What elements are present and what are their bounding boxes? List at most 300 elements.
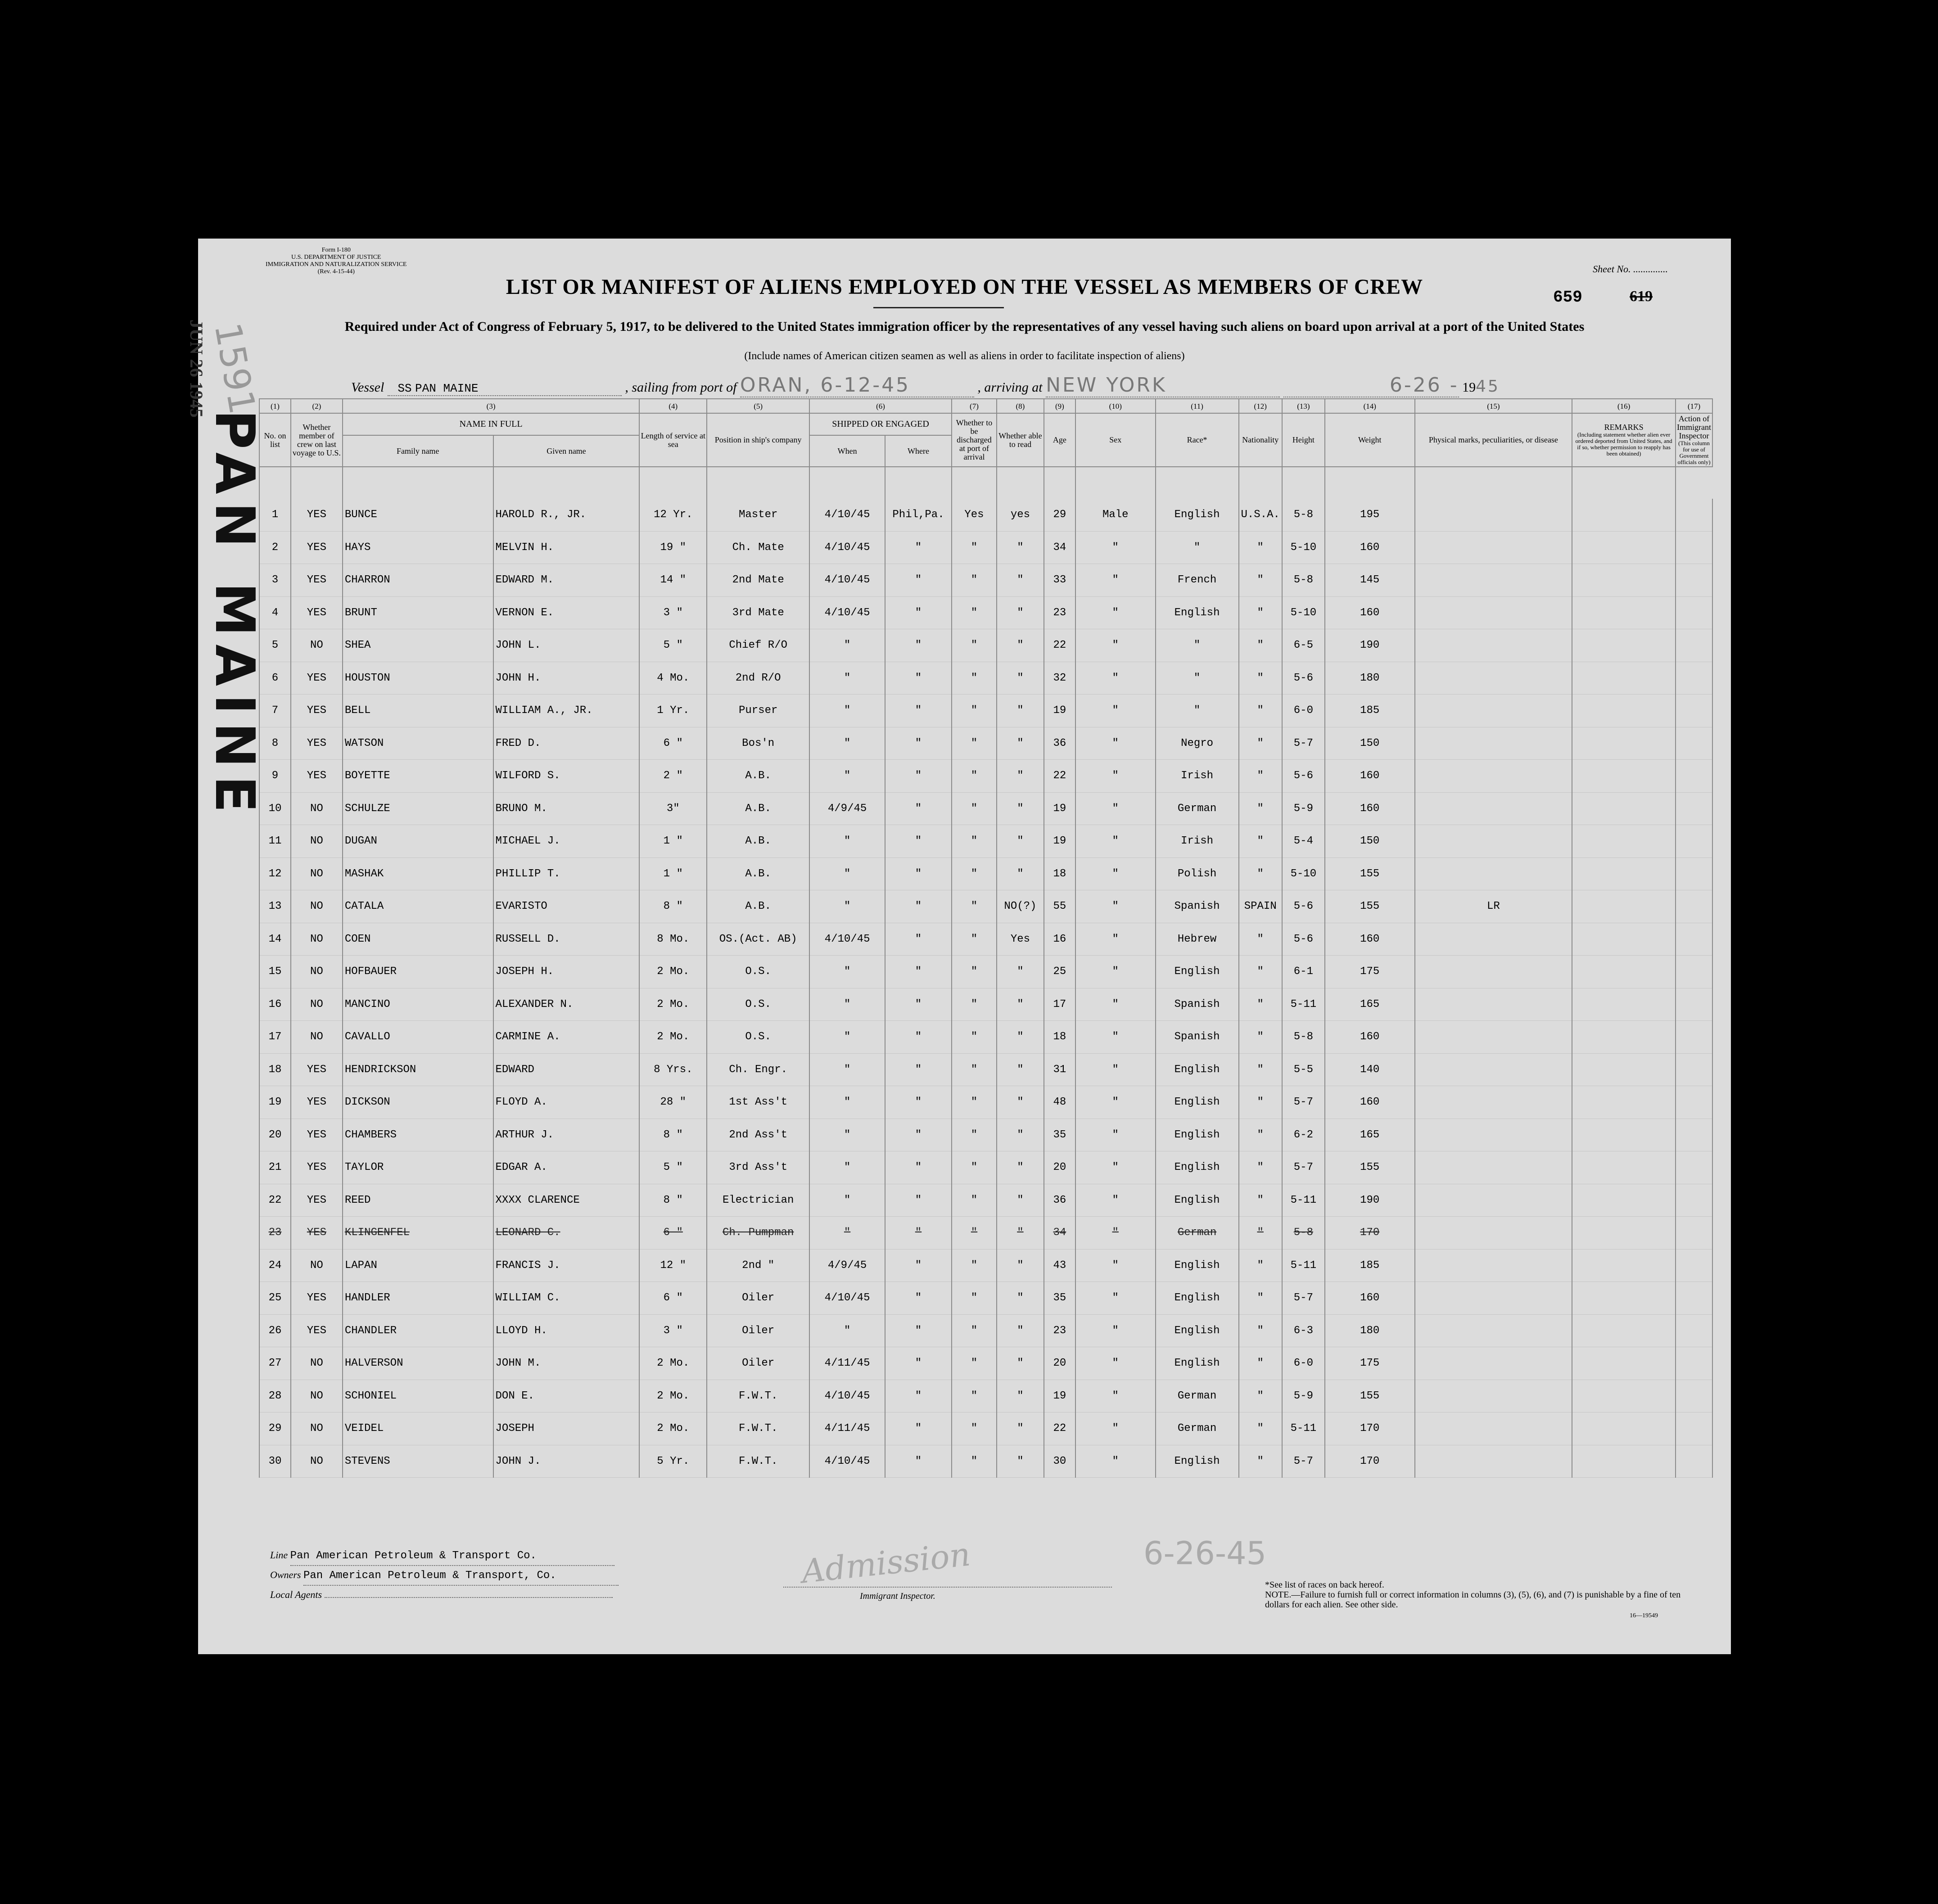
cell-remarks bbox=[1572, 1347, 1676, 1380]
cell-where: " bbox=[885, 662, 952, 695]
cell-marks bbox=[1415, 564, 1572, 597]
header-physical-marks: Physical marks, peculiarities, or disease bbox=[1415, 413, 1572, 467]
cell-no: 20 bbox=[259, 1119, 291, 1151]
cell-height: 5-9 bbox=[1282, 792, 1325, 825]
header-inspector-action bbox=[1676, 413, 1712, 467]
cell-where: " bbox=[885, 1217, 952, 1250]
cell-where: " bbox=[885, 988, 952, 1021]
cell-no: 4 bbox=[259, 596, 291, 629]
cell-when: " bbox=[809, 760, 885, 793]
col-number: (7) bbox=[952, 399, 997, 413]
cell-race: French bbox=[1156, 564, 1239, 597]
cell-last-voyage: YES bbox=[291, 1184, 343, 1217]
cell-age: 25 bbox=[1044, 956, 1075, 988]
header-discharged: Whether to be discharged at port of arrival bbox=[952, 413, 997, 467]
cell-position: Ch. Pumpman bbox=[707, 1217, 809, 1250]
cell-sex: " bbox=[1075, 1282, 1156, 1315]
cell-height: 5-7 bbox=[1282, 1086, 1325, 1119]
cell-marks bbox=[1415, 1314, 1572, 1347]
cell-inspector-action bbox=[1676, 956, 1712, 988]
cell-service: 1 " bbox=[639, 857, 707, 890]
col-number: (2) bbox=[291, 399, 343, 413]
cell-given-name: JOHN J. bbox=[493, 1445, 640, 1478]
cell-discharged: " bbox=[952, 1412, 997, 1445]
cell-race: English bbox=[1156, 1086, 1239, 1119]
cell-nationality: " bbox=[1239, 1119, 1282, 1151]
cell-marks bbox=[1415, 1347, 1572, 1380]
cell-age: 43 bbox=[1044, 1249, 1075, 1282]
cell-when: 4/9/45 bbox=[809, 1249, 885, 1282]
cell-height: 5-8 bbox=[1282, 499, 1325, 531]
title-underline bbox=[873, 307, 1004, 308]
cell-read: yes bbox=[997, 499, 1044, 531]
col-number: (16) bbox=[1572, 399, 1676, 413]
cell-family-name: STEVENS bbox=[343, 1445, 493, 1478]
cell-race: English bbox=[1156, 1347, 1239, 1380]
vessel-name: PAN MAINE bbox=[415, 382, 479, 395]
cell-remarks bbox=[1572, 1217, 1676, 1250]
cell-marks bbox=[1415, 1282, 1572, 1315]
cell-last-voyage: NO bbox=[291, 1249, 343, 1282]
cell-weight: 160 bbox=[1325, 1282, 1415, 1315]
cell-race: Spanish bbox=[1156, 890, 1239, 923]
cell-weight: 180 bbox=[1325, 1314, 1415, 1347]
cell-marks bbox=[1415, 1053, 1572, 1086]
cell-read: " bbox=[997, 1184, 1044, 1217]
cell-service: 2 Mo. bbox=[639, 1347, 707, 1380]
cell-inspector-action bbox=[1676, 923, 1712, 956]
cell-where: " bbox=[885, 1347, 952, 1380]
cell-sex: " bbox=[1075, 1445, 1156, 1478]
cell-given-name: BRUNO M. bbox=[493, 792, 640, 825]
cell-marks bbox=[1415, 1086, 1572, 1119]
cell-nationality: " bbox=[1239, 629, 1282, 662]
col-number: (13) bbox=[1282, 399, 1325, 413]
cell-last-voyage: NO bbox=[291, 825, 343, 858]
cell-no: 11 bbox=[259, 825, 291, 858]
cell-weight: 155 bbox=[1325, 1380, 1415, 1412]
cell-marks bbox=[1415, 727, 1572, 760]
cell-no: 3 bbox=[259, 564, 291, 597]
cell-no: 5 bbox=[259, 629, 291, 662]
col-number: (6) bbox=[809, 399, 952, 413]
cell-when: " bbox=[809, 1086, 885, 1119]
cell-inspector-action bbox=[1676, 499, 1712, 531]
cell-remarks bbox=[1572, 1053, 1676, 1086]
cell-age: 22 bbox=[1044, 760, 1075, 793]
cell-height: 5-6 bbox=[1282, 760, 1325, 793]
cell-family-name: SCHULZE bbox=[343, 792, 493, 825]
cell-where: " bbox=[885, 1445, 952, 1478]
cell-marks bbox=[1415, 1445, 1572, 1478]
cell-given-name: WILLIAM A., JR. bbox=[493, 695, 640, 727]
cell-marks bbox=[1415, 662, 1572, 695]
cell-inspector-action bbox=[1676, 564, 1712, 597]
table-row bbox=[259, 662, 1712, 695]
cell-sex: " bbox=[1075, 988, 1156, 1021]
cell-when: 4/10/45 bbox=[809, 596, 885, 629]
cell-given-name: WILLIAM C. bbox=[493, 1282, 640, 1315]
cell-position: 2nd Mate bbox=[707, 564, 809, 597]
cell-read: " bbox=[997, 1119, 1044, 1151]
cell-height: 5-7 bbox=[1282, 1445, 1325, 1478]
cell-height: 5-10 bbox=[1282, 531, 1325, 564]
cell-when: 4/10/45 bbox=[809, 1445, 885, 1478]
cell-age: 16 bbox=[1044, 923, 1075, 956]
cell-no: 21 bbox=[259, 1151, 291, 1184]
cell-age: 22 bbox=[1044, 1412, 1075, 1445]
cell-where: " bbox=[885, 1119, 952, 1151]
cell-service: 8 " bbox=[639, 1119, 707, 1151]
cell-discharged: Yes bbox=[952, 499, 997, 531]
cell-age: 19 bbox=[1044, 825, 1075, 858]
cell-discharged: " bbox=[952, 1086, 997, 1119]
cell-last-voyage: YES bbox=[291, 1282, 343, 1315]
cell-inspector-action bbox=[1676, 792, 1712, 825]
header-position: Position in ship's company bbox=[707, 413, 809, 467]
cell-given-name: VERNON E. bbox=[493, 596, 640, 629]
cell-given-name: JOHN L. bbox=[493, 629, 640, 662]
cell-marks bbox=[1415, 1249, 1572, 1282]
cell-read: " bbox=[997, 857, 1044, 890]
manifest-sheet bbox=[186, 239, 1731, 1654]
cell-read: " bbox=[997, 629, 1044, 662]
cell-age: 18 bbox=[1044, 1021, 1075, 1054]
inspector-signature: Admission bbox=[800, 1535, 972, 1591]
cell-nationality: " bbox=[1239, 1445, 1282, 1478]
cell-race: English bbox=[1156, 1119, 1239, 1151]
cell-age: 20 bbox=[1044, 1347, 1075, 1380]
handwritten-vessel-name: PAN MAINE bbox=[203, 410, 266, 821]
cell-read: " bbox=[997, 1086, 1044, 1119]
cell-weight: 160 bbox=[1325, 531, 1415, 564]
cell-age: 17 bbox=[1044, 988, 1075, 1021]
cell-family-name: DUGAN bbox=[343, 825, 493, 858]
cell-race: German bbox=[1156, 1380, 1239, 1412]
cell-weight: 175 bbox=[1325, 956, 1415, 988]
cell-family-name: SCHONIEL bbox=[343, 1380, 493, 1412]
cell-position: F.W.T. bbox=[707, 1380, 809, 1412]
table-row bbox=[259, 564, 1712, 597]
owners-label: Owners bbox=[270, 1569, 301, 1580]
cell-where: " bbox=[885, 1380, 952, 1412]
cell-service: 2 Mo. bbox=[639, 1412, 707, 1445]
cell-race: English bbox=[1156, 1184, 1239, 1217]
cell-when: 4/10/45 bbox=[809, 1380, 885, 1412]
cell-discharged: " bbox=[952, 1184, 997, 1217]
line-label: Line bbox=[270, 1549, 288, 1561]
cell-where: " bbox=[885, 564, 952, 597]
cell-inspector-action bbox=[1676, 1184, 1712, 1217]
cell-read: " bbox=[997, 792, 1044, 825]
cell-sex: " bbox=[1075, 1412, 1156, 1445]
cell-race: English bbox=[1156, 1151, 1239, 1184]
header-length-of-service: Length of service at sea bbox=[639, 413, 707, 467]
column-number-row bbox=[259, 399, 1712, 413]
cell-when: 4/11/45 bbox=[809, 1412, 885, 1445]
cell-inspector-action bbox=[1676, 695, 1712, 727]
cell-age: 34 bbox=[1044, 1217, 1075, 1250]
cell-family-name: LAPAN bbox=[343, 1249, 493, 1282]
cell-family-name: HOFBAUER bbox=[343, 956, 493, 988]
cell-age: 23 bbox=[1044, 596, 1075, 629]
col-number: (9) bbox=[1044, 399, 1075, 413]
sheet-number-label: Sheet No. .............. bbox=[1593, 263, 1668, 275]
cell-no: 1 bbox=[259, 499, 291, 531]
cell-when: " bbox=[809, 890, 885, 923]
cell-nationality: " bbox=[1239, 1151, 1282, 1184]
cell-marks bbox=[1415, 1412, 1572, 1445]
cell-read: " bbox=[997, 1282, 1044, 1315]
cell-weight: 150 bbox=[1325, 727, 1415, 760]
cell-when: " bbox=[809, 825, 885, 858]
cell-weight: 160 bbox=[1325, 1086, 1415, 1119]
cell-no: 6 bbox=[259, 662, 291, 695]
arrival-date-field bbox=[1283, 374, 1459, 397]
table-row bbox=[259, 1347, 1712, 1380]
header-inspector-subtitle: (This column for use of Government officials only) bbox=[1677, 440, 1711, 465]
cell-family-name: VEIDEL bbox=[343, 1412, 493, 1445]
cell-where: " bbox=[885, 1151, 952, 1184]
cell-last-voyage: NO bbox=[291, 956, 343, 988]
cell-when: " bbox=[809, 1053, 885, 1086]
cell-inspector-action bbox=[1676, 988, 1712, 1021]
table-row bbox=[259, 857, 1712, 890]
header-name-in-full: NAME IN FULL bbox=[343, 413, 640, 435]
cell-family-name: HALVERSON bbox=[343, 1347, 493, 1380]
cell-given-name: XXXX CLARENCE bbox=[493, 1184, 640, 1217]
cell-service: 6 " bbox=[639, 727, 707, 760]
cell-no: 9 bbox=[259, 760, 291, 793]
owners-value: Pan American Petroleum & Transport, Co. bbox=[303, 1567, 619, 1586]
cell-inspector-action bbox=[1676, 1217, 1712, 1250]
cell-age: 18 bbox=[1044, 857, 1075, 890]
cell-given-name: JOHN H. bbox=[493, 662, 640, 695]
cell-marks bbox=[1415, 1217, 1572, 1250]
cell-given-name: FLOYD A. bbox=[493, 1086, 640, 1119]
cell-age: 20 bbox=[1044, 1151, 1075, 1184]
cell-no: 8 bbox=[259, 727, 291, 760]
cell-last-voyage: YES bbox=[291, 1086, 343, 1119]
cell-read: " bbox=[997, 1249, 1044, 1282]
cell-position: O.S. bbox=[707, 956, 809, 988]
table-row bbox=[259, 988, 1712, 1021]
cell-remarks bbox=[1572, 695, 1676, 727]
table-row bbox=[259, 923, 1712, 956]
cell-height: 6-0 bbox=[1282, 1347, 1325, 1380]
cell-given-name: EVARISTO bbox=[493, 890, 640, 923]
cell-nationality: " bbox=[1239, 662, 1282, 695]
cell-given-name: JOHN M. bbox=[493, 1347, 640, 1380]
cell-age: 22 bbox=[1044, 629, 1075, 662]
cell-nationality: " bbox=[1239, 695, 1282, 727]
cell-age: 31 bbox=[1044, 1053, 1075, 1086]
sheet-number-struck: 619 bbox=[1630, 288, 1653, 305]
cell-inspector-action bbox=[1676, 1151, 1712, 1184]
cell-sex: " bbox=[1075, 760, 1156, 793]
cell-family-name: WATSON bbox=[343, 727, 493, 760]
cell-when: 4/11/45 bbox=[809, 1347, 885, 1380]
cell-sex: " bbox=[1075, 923, 1156, 956]
cell-nationality: " bbox=[1239, 825, 1282, 858]
cell-family-name: REED bbox=[343, 1184, 493, 1217]
cell-read: " bbox=[997, 596, 1044, 629]
cell-remarks bbox=[1572, 988, 1676, 1021]
cell-height: 6-1 bbox=[1282, 956, 1325, 988]
cell-when: 4/10/45 bbox=[809, 531, 885, 564]
cell-discharged: " bbox=[952, 1053, 997, 1086]
cell-position: Oiler bbox=[707, 1347, 809, 1380]
cell-service: 8 Mo. bbox=[639, 923, 707, 956]
cell-weight: 180 bbox=[1325, 662, 1415, 695]
cell-age: 19 bbox=[1044, 695, 1075, 727]
cell-sex: " bbox=[1075, 531, 1156, 564]
cell-inspector-action bbox=[1676, 629, 1712, 662]
cell-weight: 150 bbox=[1325, 825, 1415, 858]
cell-given-name: FRED D. bbox=[493, 727, 640, 760]
cell-position: A.B. bbox=[707, 857, 809, 890]
cell-weight: 155 bbox=[1325, 857, 1415, 890]
cell-position: F.W.T. bbox=[707, 1445, 809, 1478]
cell-last-voyage: NO bbox=[291, 792, 343, 825]
cell-family-name: BOYETTE bbox=[343, 760, 493, 793]
col-number: (3) bbox=[343, 399, 640, 413]
col-number: (15) bbox=[1415, 399, 1572, 413]
cell-no: 25 bbox=[259, 1282, 291, 1315]
cell-weight: 170 bbox=[1325, 1445, 1415, 1478]
header-where: Where bbox=[885, 435, 952, 467]
cell-position: Ch. Mate bbox=[707, 531, 809, 564]
cell-marks bbox=[1415, 531, 1572, 564]
cell-nationality: " bbox=[1239, 1021, 1282, 1054]
cell-no: 30 bbox=[259, 1445, 291, 1478]
cell-remarks bbox=[1572, 662, 1676, 695]
cell-race: Irish bbox=[1156, 825, 1239, 858]
cell-remarks bbox=[1572, 499, 1676, 531]
cell-position: Bos'n bbox=[707, 727, 809, 760]
table-row bbox=[259, 1217, 1712, 1250]
cell-given-name: WILFORD S. bbox=[493, 760, 640, 793]
cell-discharged: " bbox=[952, 1119, 997, 1151]
cell-age: 19 bbox=[1044, 792, 1075, 825]
cell-inspector-action bbox=[1676, 825, 1712, 858]
cell-remarks bbox=[1572, 1184, 1676, 1217]
cell-when: " bbox=[809, 727, 885, 760]
cell-when: " bbox=[809, 1314, 885, 1347]
header-inspector-title: Action of Immigrant Inspector bbox=[1677, 414, 1711, 440]
page-subtitle: Required under Act of Congress of February 5, 1917, to be delivered to the United States immigration officer by the representatives of any vessel having such aliens on board upon arrival at a port of the United States bbox=[344, 319, 1585, 334]
cell-when: 4/10/45 bbox=[809, 1282, 885, 1315]
cell-weight: 145 bbox=[1325, 564, 1415, 597]
cell-family-name: DICKSON bbox=[343, 1086, 493, 1119]
cell-race: German bbox=[1156, 1217, 1239, 1250]
cell-marks bbox=[1415, 857, 1572, 890]
table-row bbox=[259, 1053, 1712, 1086]
cell-discharged: " bbox=[952, 1021, 997, 1054]
cell-inspector-action bbox=[1676, 531, 1712, 564]
cell-position: 2nd " bbox=[707, 1249, 809, 1282]
cell-remarks bbox=[1572, 890, 1676, 923]
cell-inspector-action bbox=[1676, 1380, 1712, 1412]
cell-marks bbox=[1415, 1151, 1572, 1184]
cell-discharged: " bbox=[952, 1151, 997, 1184]
cell-remarks bbox=[1572, 923, 1676, 956]
cell-service: 5 " bbox=[639, 629, 707, 662]
header-remarks-title: REMARKS bbox=[1604, 423, 1644, 432]
cell-family-name: CHARRON bbox=[343, 564, 493, 597]
header-family-name: Family name bbox=[343, 435, 493, 467]
cell-service: 2 Mo. bbox=[639, 988, 707, 1021]
cell-sex: Male bbox=[1075, 499, 1156, 531]
cell-family-name: HAYS bbox=[343, 531, 493, 564]
cell-where: " bbox=[885, 792, 952, 825]
table-row bbox=[259, 1119, 1712, 1151]
cell-sex: " bbox=[1075, 1314, 1156, 1347]
cell-nationality: " bbox=[1239, 564, 1282, 597]
cell-sex: " bbox=[1075, 596, 1156, 629]
cell-no: 16 bbox=[259, 988, 291, 1021]
cell-race: English bbox=[1156, 1249, 1239, 1282]
cell-nationality: " bbox=[1239, 956, 1282, 988]
cell-service: 3 " bbox=[639, 1314, 707, 1347]
table-row bbox=[259, 596, 1712, 629]
cell-marks bbox=[1415, 956, 1572, 988]
sailing-label: , sailing from port of bbox=[625, 380, 737, 395]
cell-remarks bbox=[1572, 1282, 1676, 1315]
cell-last-voyage: NO bbox=[291, 923, 343, 956]
cell-height: 5-7 bbox=[1282, 727, 1325, 760]
cell-race: " bbox=[1156, 629, 1239, 662]
footer-owners bbox=[270, 1566, 619, 1586]
cell-remarks bbox=[1572, 1314, 1676, 1347]
cell-service: 5 Yr. bbox=[639, 1445, 707, 1478]
cell-height: 6-2 bbox=[1282, 1119, 1325, 1151]
cell-where: " bbox=[885, 1314, 952, 1347]
cell-marks bbox=[1415, 1184, 1572, 1217]
cell-where: " bbox=[885, 1412, 952, 1445]
cell-race: Spanish bbox=[1156, 1021, 1239, 1054]
cell-inspector-action bbox=[1676, 1412, 1712, 1445]
cell-position: F.W.T. bbox=[707, 1412, 809, 1445]
cell-family-name: CAVALLO bbox=[343, 1021, 493, 1054]
cell-discharged: " bbox=[952, 857, 997, 890]
arriving-port: NEW YORK bbox=[1046, 374, 1167, 397]
cell-remarks bbox=[1572, 1151, 1676, 1184]
date-received-stamp: JUN 26 1945 bbox=[186, 320, 207, 418]
cell-where: " bbox=[885, 923, 952, 956]
cell-height: 5-10 bbox=[1282, 857, 1325, 890]
cell-inspector-action bbox=[1676, 1021, 1712, 1054]
col-number: (4) bbox=[639, 399, 707, 413]
cell-height: 5-11 bbox=[1282, 1249, 1325, 1282]
cell-where: " bbox=[885, 695, 952, 727]
cell-nationality: " bbox=[1239, 1412, 1282, 1445]
table-row bbox=[259, 531, 1712, 564]
cell-remarks bbox=[1572, 792, 1676, 825]
footer-line bbox=[270, 1546, 619, 1566]
cell-given-name: LEONARD C. bbox=[493, 1217, 640, 1250]
cell-position: 1st Ass't bbox=[707, 1086, 809, 1119]
table-row bbox=[259, 727, 1712, 760]
arrival-date: 6-26 - bbox=[1389, 374, 1459, 397]
cell-when: 4/10/45 bbox=[809, 923, 885, 956]
cell-weight: 155 bbox=[1325, 1151, 1415, 1184]
cell-service: 14 " bbox=[639, 564, 707, 597]
cell-discharged: " bbox=[952, 564, 997, 597]
cell-inspector-action bbox=[1676, 1086, 1712, 1119]
cell-given-name: PHILLIP T. bbox=[493, 857, 640, 890]
cell-marks bbox=[1415, 988, 1572, 1021]
